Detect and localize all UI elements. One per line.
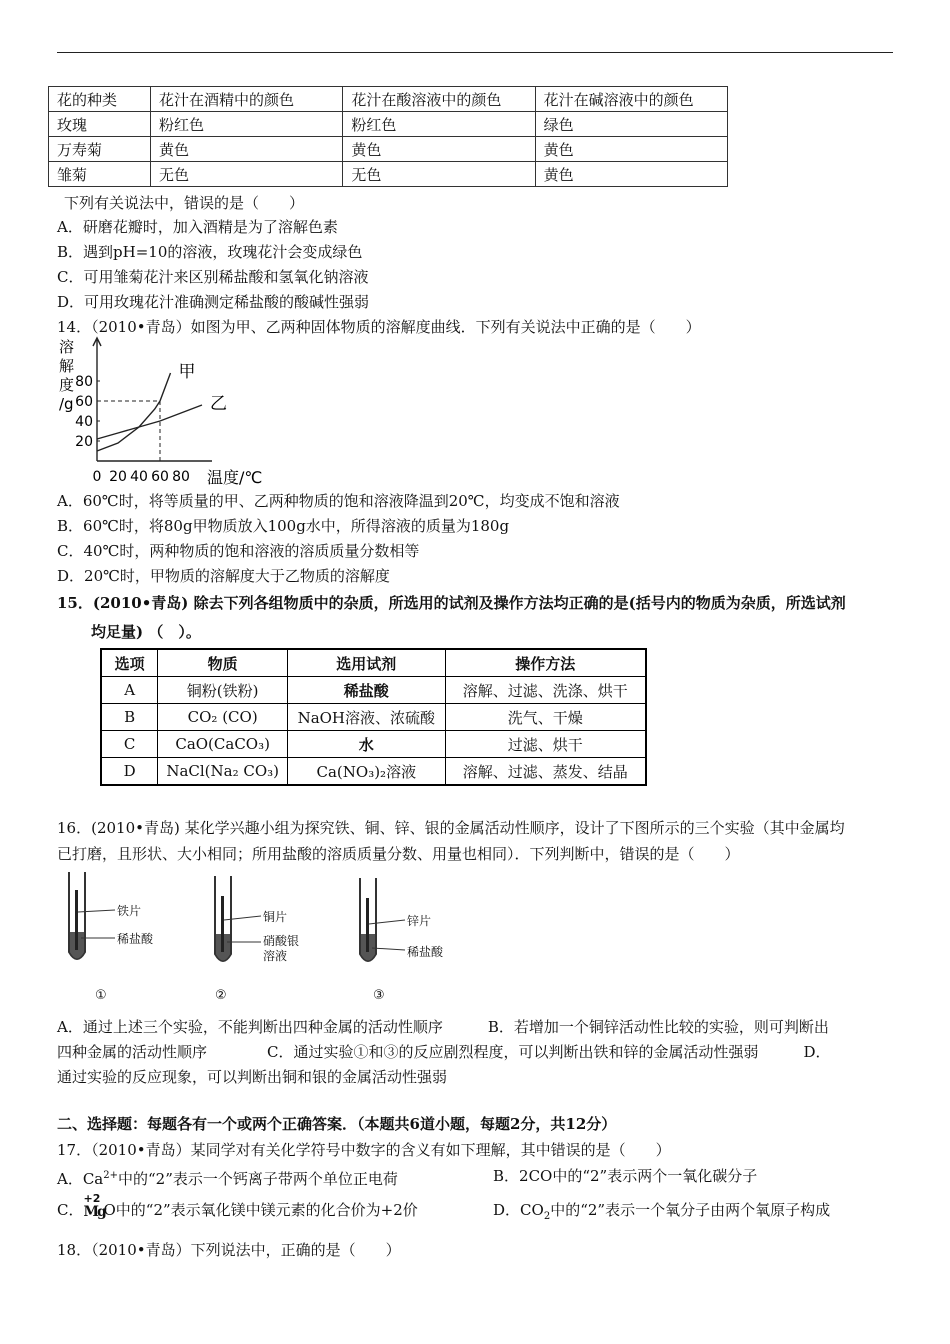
x-axis-label: 温度/℃ [207, 468, 263, 487]
q14-option-a: A．60℃时，将等质量的甲、乙两种物质的饱和溶液降温到20℃，均变成不饱和溶液 [57, 492, 620, 510]
table-cell: 绿色 [535, 112, 727, 137]
series-line-0 [97, 373, 171, 451]
q17-option-c [57, 1192, 418, 1220]
q15-stem-line1: 15．(2010•青岛) 除去下列各组物质中的杂质，所选用的试剂及操作方法均正确的是(括号内的物质为杂质，所选试剂 [57, 594, 846, 612]
q17-d-prefix: D．CO [493, 1201, 544, 1219]
table-cell: CaO(CaCO₃) [158, 731, 288, 758]
solubility-chart [55, 336, 285, 488]
table-cell: B [101, 704, 158, 731]
q17-a-prefix: A．Ca [57, 1170, 104, 1188]
table-cell: 操作方法 [445, 649, 646, 677]
flower-color-table [48, 86, 728, 187]
table-row [49, 112, 728, 137]
table-cell: 粉红色 [151, 112, 343, 137]
q13-option-c: C．可用雏菊花汁来区别稀盐酸和氢氧化钠溶液 [57, 268, 369, 286]
table-cell: 溶解、过滤、蒸发、结晶 [445, 758, 646, 786]
table-row [101, 731, 646, 758]
table-row [101, 704, 646, 731]
test-tube-figure [55, 868, 475, 1008]
y-axis-label: 度 [59, 376, 75, 394]
q17-stem: 17．（2010•青岛）某同学对有关化学符号中数字的含义有如下理解，其中错误的是（ ） [57, 1141, 671, 1159]
q13-stem: 下列有关说法中，错误的是（ ） [64, 194, 305, 212]
x-tick-label: 60 [151, 469, 169, 485]
q13-option-a: A．研磨花瓣时，加入酒精是为了溶解色素 [57, 218, 338, 236]
q17-c-valence: +2 [83, 1192, 101, 1205]
table-header-row [49, 87, 728, 112]
x-tick-label: 80 [172, 469, 190, 485]
table-cell: 水 [288, 731, 445, 758]
table-cell: 选项 [101, 649, 158, 677]
table-cell: 黄色 [151, 137, 343, 162]
q17-c-valence-symbol [83, 1192, 105, 1220]
tube-3-metal-label: 锌片 [407, 914, 432, 928]
q17-a-text: 中的“2”表示一个钙离子带两个单位正电荷 [118, 1170, 398, 1188]
tube-3-solution-label: 稀盐酸 [407, 945, 444, 959]
q16-options-line2: 四种金属的活动性顺序 C．通过实验①和③的反应剧烈程度，可以判断出铁和锌的金属活动性强弱 D． [57, 1043, 831, 1061]
header-rule [57, 52, 893, 53]
q16-options-line3: 通过实验的反应现象，可以判断出铜和银的金属活动性强弱 [57, 1068, 448, 1086]
table-cell: A [101, 677, 158, 704]
reagent-table [100, 648, 647, 786]
q13-option-b: B．遇到pH=10的溶液，玫瑰花汁会变成绿色 [57, 243, 363, 261]
table-cell: 黄色 [343, 137, 535, 162]
tube-1-number: ① [95, 988, 107, 1003]
y-tick-label: 20 [75, 434, 93, 450]
q16-options-line1: A．通过上述三个实验，不能判断出四种金属的活动性顺序 B．若增加一个铜锌活动性比较的实验，则可判断出 [57, 1018, 829, 1036]
q17-option-a [57, 1166, 398, 1189]
q17-c-prefix: C． [57, 1201, 84, 1219]
series-label-1: 乙 [210, 394, 227, 414]
table-cell: 万寿菊 [49, 137, 151, 162]
table-cell: 稀盐酸 [288, 677, 445, 704]
series-label-0: 甲 [178, 362, 196, 382]
q17-option-b: B．2CO中的“2”表示两个一氧化碳分子 [493, 1167, 758, 1185]
tube-2-solution-label: 硝酸银溶液 [263, 934, 300, 963]
q15-stem-line2: 均足量) （ ）。 [91, 623, 201, 641]
table-row [101, 677, 646, 704]
y-axis-label: /g [59, 395, 74, 413]
table-cell: 粉红色 [343, 112, 535, 137]
y-axis-label: 溶 [59, 338, 75, 356]
table-cell: 黄色 [535, 162, 727, 187]
table-cell: 花汁在酸溶液中的颜色 [343, 87, 535, 112]
table-cell: 花的种类 [49, 87, 151, 112]
q17-c-text: O中的“2”表示氧化镁中镁元素的化合价为+2价 [103, 1201, 418, 1219]
x-tick-label: 20 [109, 469, 127, 485]
table-cell: 花汁在碱溶液中的颜色 [535, 87, 727, 112]
table-cell: 铜粉(铁粉) [158, 677, 288, 704]
table-cell: D [101, 758, 158, 786]
x-tick-label: 40 [130, 469, 148, 485]
y-tick-label: 80 [75, 374, 93, 390]
y-tick-label: 40 [75, 414, 93, 430]
series-line-1 [97, 405, 202, 439]
tube-2 [215, 876, 261, 961]
table-cell: 无色 [343, 162, 535, 187]
table-cell: CO₂ (CO) [158, 704, 288, 731]
q17-d-subscript: 2 [543, 1211, 551, 1222]
table-cell: 黄色 [535, 137, 727, 162]
table-cell: 溶解、过滤、洗涤、烘干 [445, 677, 646, 704]
q14-option-c: C．40℃时，两种物质的饱和溶液的溶质质量分数相等 [57, 542, 420, 560]
table-cell: 玫瑰 [49, 112, 151, 137]
table-cell: 过滤、烘干 [445, 731, 646, 758]
table-cell: 无色 [151, 162, 343, 187]
q13-option-d: D．可用玫瑰花汁准确测定稀盐酸的酸碱性强弱 [57, 293, 370, 311]
q17-c-mg: Mg [83, 1204, 105, 1220]
tube-1 [69, 872, 115, 959]
q16-line2: 已打磨，且形状、大小相同；所用盐酸的溶质质量分数、用量也相同）．下列判断中，错误的是（ ） [57, 845, 740, 863]
table-cell: NaOH溶液、浓硫酸 [288, 704, 445, 731]
q17-a-charge: 2+ [103, 1170, 119, 1181]
table-header-row [101, 649, 646, 677]
table-cell: 物质 [158, 649, 288, 677]
tube-1-solution-label: 稀盐酸 [117, 932, 154, 946]
q14-stem: 14．（2010•青岛）如图为甲、乙两种固体物质的溶解度曲线．下列有关说法中正确的是（ ） [57, 318, 701, 336]
table-cell: 选用试剂 [288, 649, 445, 677]
q14-option-d: D．20℃时，甲物质的溶解度大于乙物质的溶解度 [57, 567, 390, 585]
table-cell: 雏菊 [49, 162, 151, 187]
x-tick-label: 0 [92, 469, 102, 485]
table-row [49, 162, 728, 187]
table-row [49, 137, 728, 162]
tube-2-metal-label: 铜片 [263, 910, 288, 924]
tube-3-number: ③ [373, 988, 385, 1003]
q18-stem: 18．（2010•青岛）下列说法中，正确的是（ ） [57, 1241, 401, 1259]
table-cell: NaCl(Na₂ CO₃) [158, 758, 288, 786]
tube-3 [360, 878, 405, 961]
table-cell: C [101, 731, 158, 758]
table-row [101, 758, 646, 786]
q17-d-text: 中的“2”表示一个氧分子由两个氧原子构成 [550, 1201, 831, 1219]
table-cell: 花汁在酒精中的颜色 [151, 87, 343, 112]
tube-1-metal-label: 铁片 [117, 904, 142, 918]
q14-option-b: B．60℃时，将80g甲物质放入100g水中，所得溶液的质量为180g [57, 517, 510, 535]
q17-option-d [493, 1200, 830, 1227]
table-cell: Ca(NO₃)₂溶液 [288, 758, 445, 786]
section-2-title: 二、选择题：每题各有一个或两个正确答案．（本题共6道小题，每题2分，共12分） [57, 1115, 617, 1133]
y-axis-label: 解 [59, 357, 75, 375]
q16-line1: 16．(2010•青岛) 某化学兴趣小组为探究铁、铜、锌、银的金属活动性顺序，设计了下图所示的三个实验（其中金属均 [57, 819, 845, 837]
tube-2-number: ② [215, 988, 227, 1003]
table-cell: 洗气、干燥 [445, 704, 646, 731]
y-tick-label: 60 [75, 394, 93, 410]
